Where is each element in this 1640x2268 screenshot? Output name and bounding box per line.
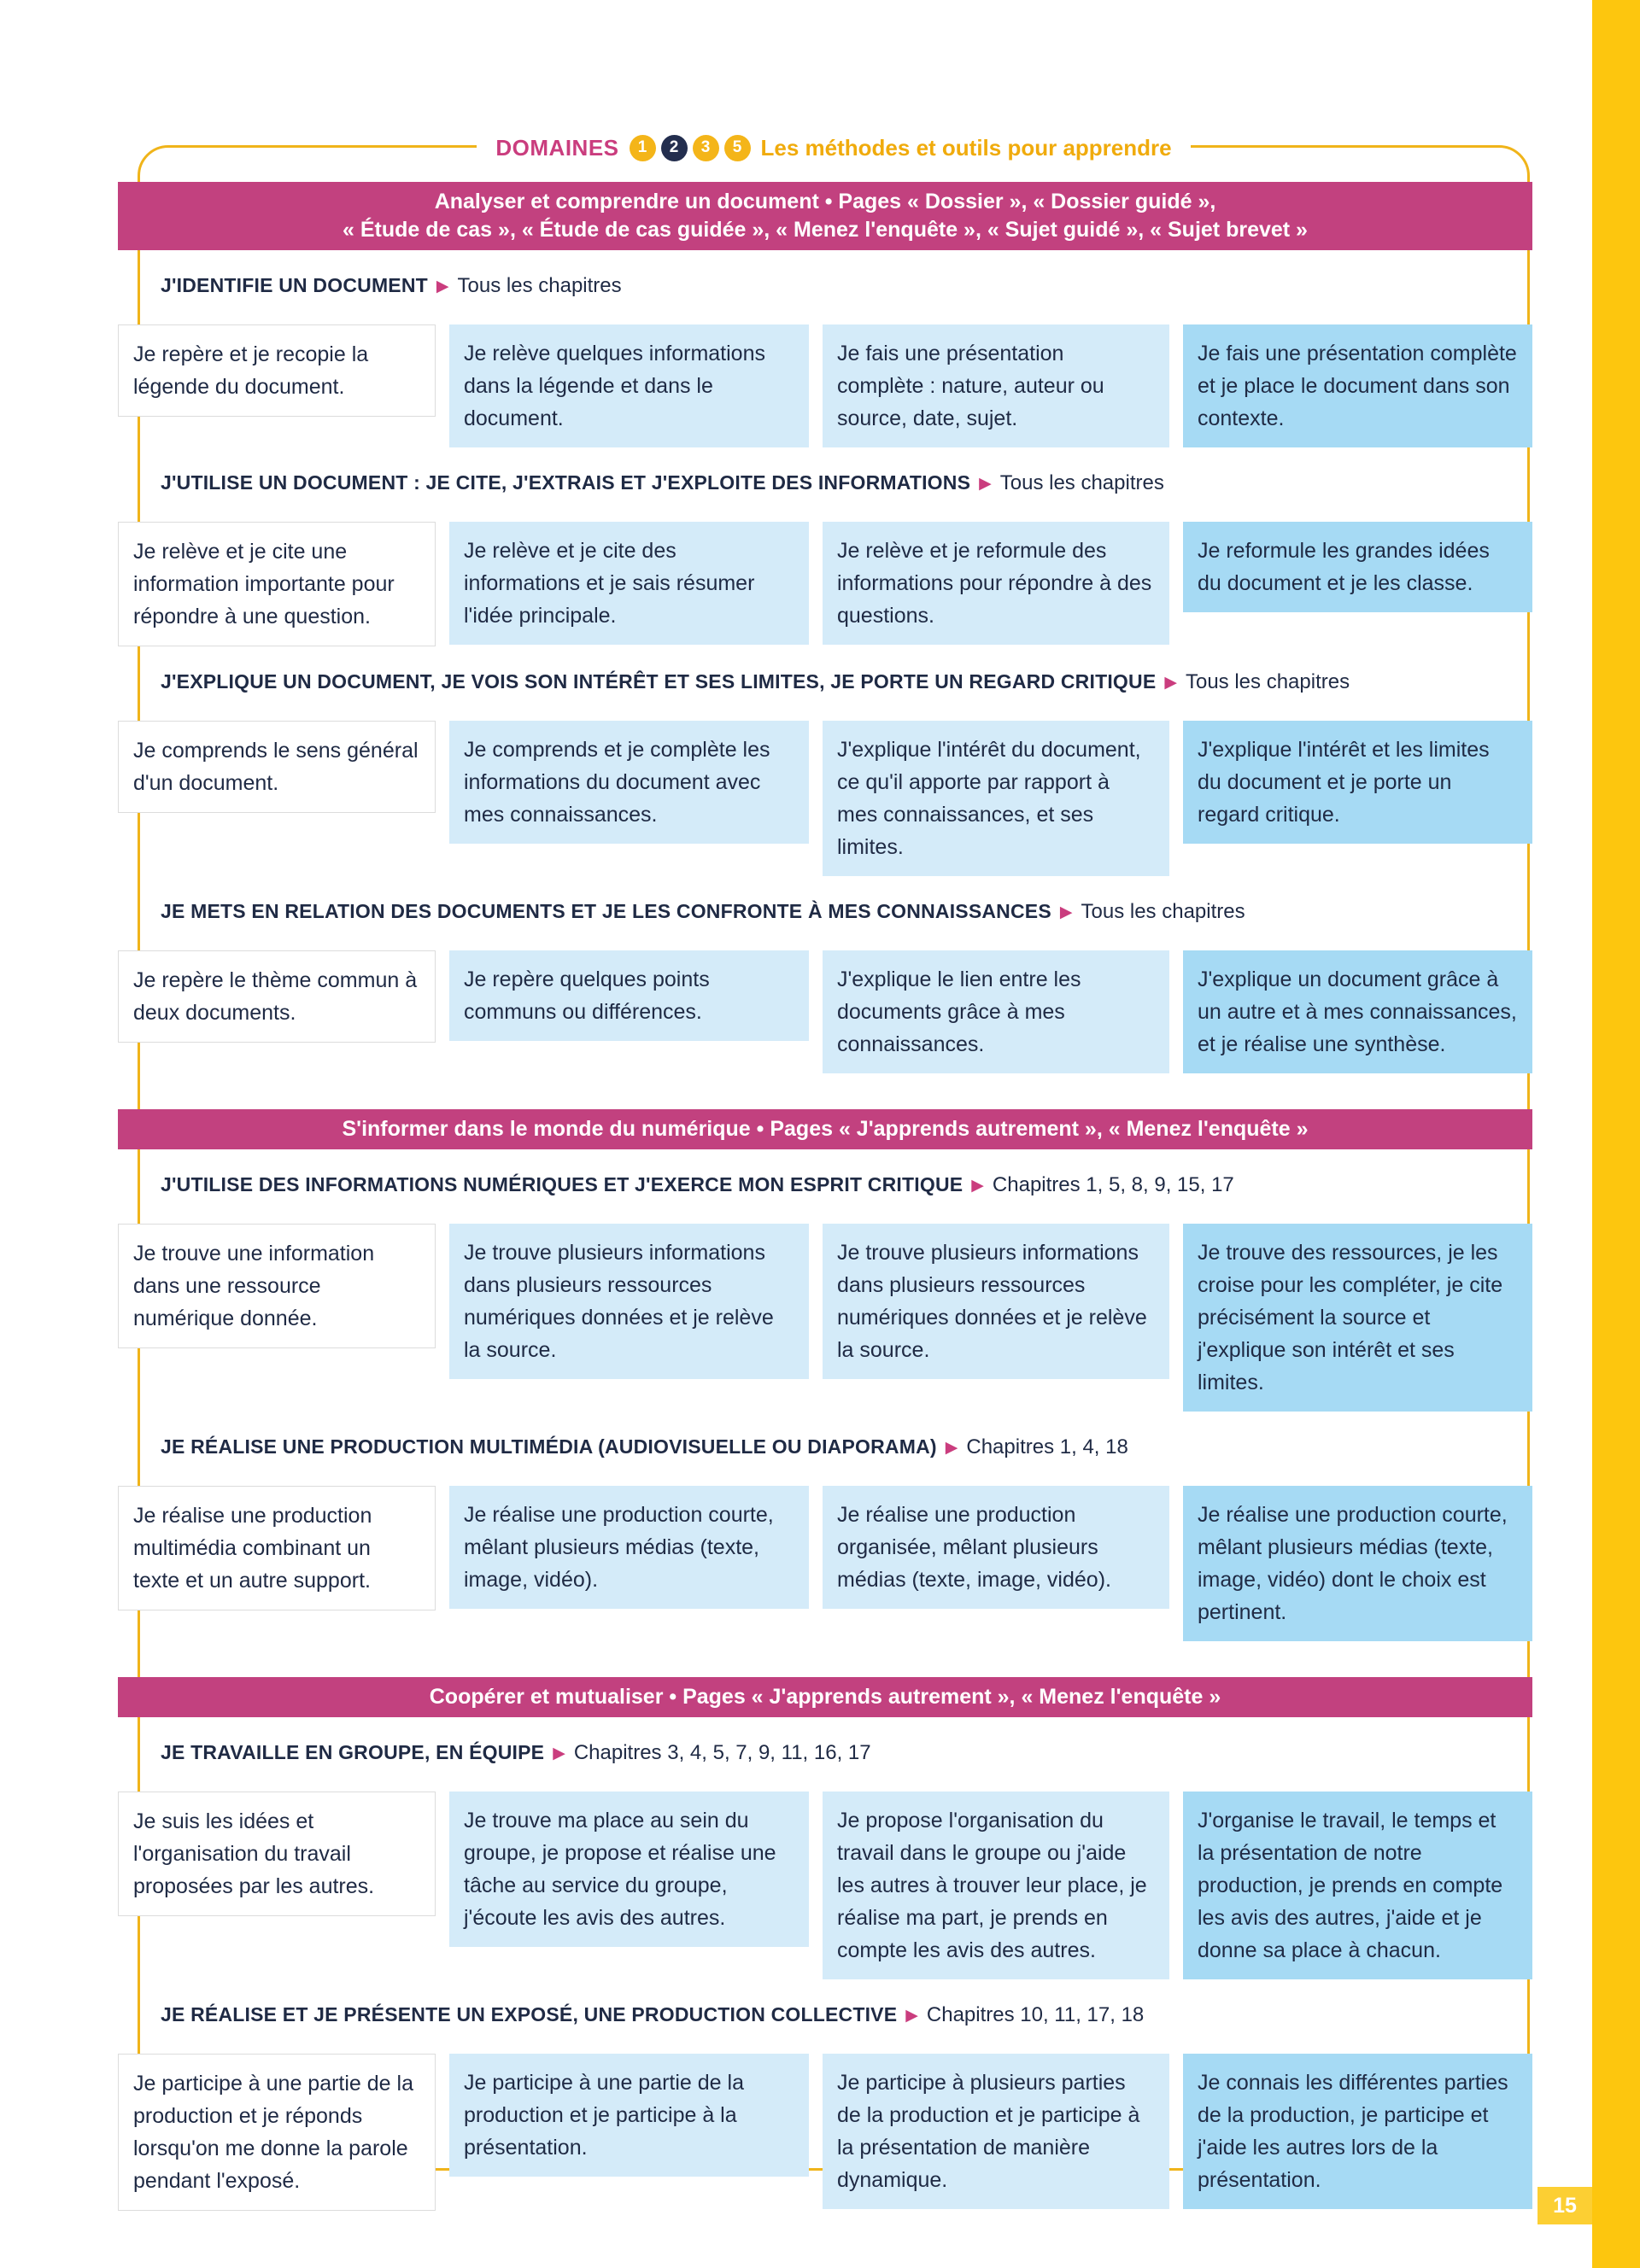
level-2-cell: Je relève quelques informations dans la légende et dans le document.	[449, 324, 809, 447]
level-1-cell: Je comprends le sens général d'un document.	[118, 721, 436, 813]
level-4-cell: Je fais une présentation complète et je place le document dans son contexte.	[1183, 324, 1532, 447]
banner-line: Analyser et comprendre un document • Pages « Dossier », « Dossier guidé »,	[434, 190, 1216, 213]
level-2-cell: Je trouve ma place au sein du groupe, je propose et réalise une tâche au service du groupe, j'écoute les avis des autres.	[449, 1792, 809, 1947]
page-edge-band	[1592, 0, 1640, 2268]
frame-title	[140, 129, 1527, 167]
level-1-cell: Je participe à une partie de la production et je réponds lorsqu'on me donne la parole pendant l'exposé.	[118, 2054, 436, 2211]
level-3-cell: J'explique le lien entre les documents grâce à mes connaissances.	[823, 950, 1169, 1073]
level-2-cell: Je comprends et je complète les informations du document avec mes connaissances.	[449, 721, 809, 844]
level-3-cell: Je participe à plusieurs parties de la production et je participe à la présentation de manière dynamique.	[823, 2054, 1169, 2209]
arrow-icon: ▶	[905, 2007, 918, 2025]
domains-label: DOMAINES	[495, 134, 619, 161]
arrow-icon: ▶	[971, 1177, 984, 1195]
banner-line: « Étude de cas », « Étude de cas guidée », « Menez l'enquête », « Sujet guidé », « Sujet brevet »	[343, 218, 1308, 242]
level-2-cell: Je trouve plusieurs informations dans plusieurs ressources numériques données et je relève la source.	[449, 1224, 809, 1379]
page-number: 15	[1538, 2187, 1592, 2224]
skill-heading	[161, 470, 1527, 498]
level-3-cell: Je trouve plusieurs informations dans plusieurs ressources numériques données et je relève la source.	[823, 1224, 1169, 1379]
skill-title: JE TRAVAILLE EN GROUPE, EN ÉQUIPE	[161, 1741, 545, 1763]
level-4-cell: J'organise le travail, le temps et la présentation de notre production, je prends en compte les avis des autres, j'aide et je donne sa place à chacun.	[1183, 1792, 1532, 1979]
skill-levels-row	[118, 522, 1532, 646]
section-banner-cooperer	[118, 1677, 1532, 1717]
domain-badge-2: 2	[661, 135, 688, 161]
frame-subtitle: Les méthodes et outils pour apprendre	[760, 134, 1172, 161]
level-1-cell: Je repère le thème commun à deux documents.	[118, 950, 436, 1043]
skill-heading	[161, 669, 1527, 697]
level-3-cell: Je relève et je reformule des informations pour répondre à des questions.	[823, 522, 1169, 645]
level-4-cell: Je reformule les grandes idées du document et je les classe.	[1183, 522, 1532, 612]
arrow-icon: ▶	[1059, 903, 1073, 921]
arrow-icon: ▶	[436, 278, 449, 295]
arrow-icon: ▶	[945, 1439, 958, 1457]
level-3-cell: J'explique l'intérêt du document, ce qu'il apporte par rapport à mes connaissances, et ses limites.	[823, 721, 1169, 876]
chapters-ref: Chapitres 3, 4, 5, 7, 9, 11, 16, 17	[573, 1741, 871, 1764]
level-2-cell: Je participe à une partie de la production et je participe à la présentation.	[449, 2054, 809, 2177]
level-3-cell: Je propose l'organisation du travail dans le groupe ou j'aide les autres à trouver leur place, je réalise ma part, je prends en compte les avis des autres.	[823, 1792, 1169, 1979]
section-banner-sinformer	[118, 1109, 1532, 1149]
skill-title: JE RÉALISE ET JE PRÉSENTE UN EXPOSÉ, UNE PRODUCTION COLLECTIVE	[161, 2003, 898, 2025]
level-4-cell: J'explique un document grâce à un autre et à mes connaissances, et je réalise une synthèse.	[1183, 950, 1532, 1073]
domain-badge-5: 5	[724, 135, 751, 161]
level-4-cell: J'explique l'intérêt et les limites du document et je porte un regard critique.	[1183, 721, 1532, 844]
arrow-icon: ▶	[553, 1745, 565, 1762]
level-1-cell: Je réalise une production multimédia combinant un texte et un autre support.	[118, 1486, 436, 1610]
skill-levels-row	[118, 324, 1532, 447]
level-1-cell: Je relève et je cite une information importante pour répondre à une question.	[118, 522, 436, 646]
chapters-ref: Chapitres 1, 4, 18	[966, 1435, 1128, 1458]
skill-levels-row	[118, 1486, 1532, 1641]
chapters-ref: Tous les chapitres	[457, 274, 622, 297]
domain-badges	[630, 135, 751, 161]
skills-grid-frame	[133, 134, 1530, 2193]
chapters-ref: Tous les chapitres	[1081, 900, 1245, 923]
level-3-cell: Je fais une présentation complète : nature, auteur ou source, date, sujet.	[823, 324, 1169, 447]
skill-levels-row	[118, 950, 1532, 1073]
domain-badge-1: 1	[630, 135, 656, 161]
skill-title: J'IDENTIFIE UN DOCUMENT	[161, 274, 428, 296]
skill-title: JE RÉALISE UNE PRODUCTION MULTIMÉDIA (AUDIOVISUELLE OU DIAPORAMA)	[161, 1435, 937, 1458]
chapters-ref: Chapitres 1, 5, 8, 9, 15, 17	[992, 1173, 1234, 1196]
skill-levels-row	[118, 1792, 1532, 1979]
chapters-ref: Chapitres 10, 11, 17, 18	[926, 2003, 1145, 2026]
domain-badge-3: 3	[693, 135, 719, 161]
level-1-cell: Je suis les idées et l'organisation du travail proposées par les autres.	[118, 1792, 436, 1916]
section-banner-analyser	[118, 182, 1532, 250]
level-4-cell: Je réalise une production courte, mêlant plusieurs médias (texte, image, vidéo) dont le choix est pertinent.	[1183, 1486, 1532, 1641]
skill-heading	[161, 898, 1527, 926]
frame-title-inner	[477, 129, 1190, 167]
level-1-cell: Je trouve une information dans une ressource numérique donnée.	[118, 1224, 436, 1348]
skill-title: JE METS EN RELATION DES DOCUMENTS ET JE LES CONFRONTE À MES CONNAISSANCES	[161, 900, 1051, 922]
banner-line: Coopérer et mutualiser • Pages « J'apprends autrement », « Menez l'enquête »	[429, 1685, 1221, 1709]
skill-heading	[161, 1739, 1527, 1768]
arrow-icon: ▶	[979, 475, 992, 493]
skill-title: J'UTILISE DES INFORMATIONS NUMÉRIQUES ET J'EXERCE MON ESPRIT CRITIQUE	[161, 1173, 964, 1195]
skill-levels-row	[118, 721, 1532, 876]
skill-heading	[161, 1434, 1527, 1462]
chapters-ref: Tous les chapitres	[1185, 670, 1350, 693]
level-1-cell: Je repère et je recopie la légende du document.	[118, 324, 436, 417]
skill-title: J'EXPLIQUE UN DOCUMENT, JE VOIS SON INTÉRÊT ET SES LIMITES, JE PORTE UN REGARD CRITIQUE	[161, 670, 1157, 693]
skill-title: J'UTILISE UN DOCUMENT : JE CITE, J'EXTRAIS ET J'EXPLOITE DES INFORMATIONS	[161, 471, 971, 494]
level-3-cell: Je réalise une production organisée, mêlant plusieurs médias (texte, image, vidéo).	[823, 1486, 1169, 1609]
level-2-cell: Je relève et je cite des informations et je sais résumer l'idée principale.	[449, 522, 809, 645]
skill-levels-row	[118, 1224, 1532, 1412]
arrow-icon: ▶	[1164, 674, 1177, 692]
level-4-cell: Je connais les différentes parties de la production, je participe et j'aide les autres lors de la présentation.	[1183, 2054, 1532, 2209]
skill-heading	[161, 272, 1527, 301]
skill-heading	[161, 2002, 1527, 2030]
level-2-cell: Je repère quelques points communs ou différences.	[449, 950, 809, 1041]
level-2-cell: Je réalise une production courte, mêlant plusieurs médias (texte, image, vidéo).	[449, 1486, 809, 1609]
banner-line: S'informer dans le monde du numérique • Pages « J'apprends autrement », « Menez l'enquête »	[342, 1117, 1309, 1141]
skill-levels-row	[118, 2054, 1532, 2211]
skill-heading	[161, 1172, 1527, 1200]
level-4-cell: Je trouve des ressources, je les croise pour les compléter, je cite précisément la source et j'explique son intérêt et ses limites.	[1183, 1224, 1532, 1412]
chapters-ref: Tous les chapitres	[999, 471, 1164, 494]
